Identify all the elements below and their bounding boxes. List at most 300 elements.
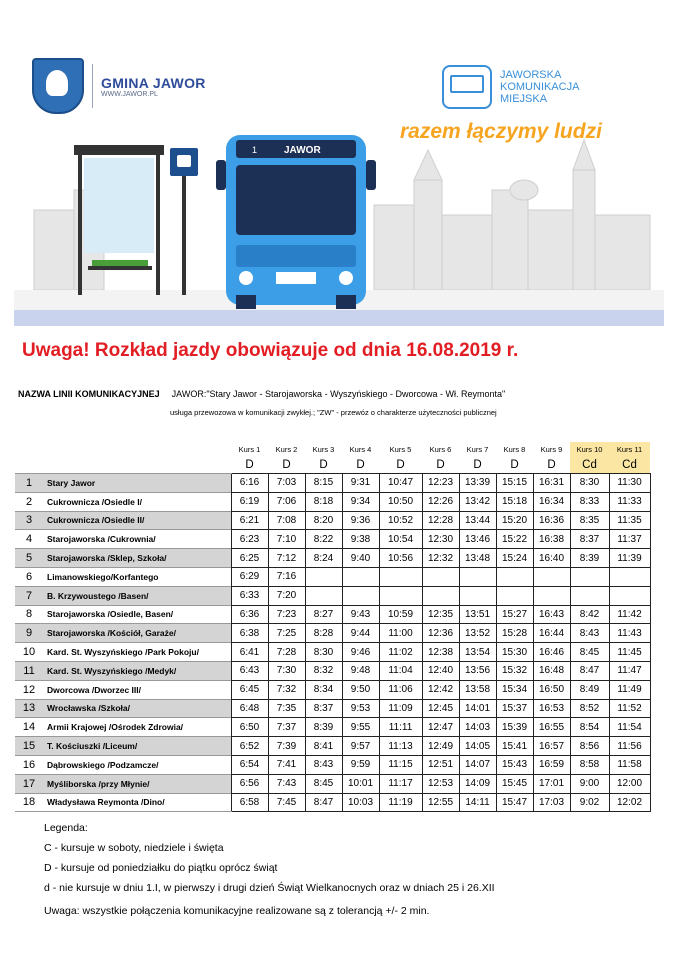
course-type: D — [245, 458, 254, 471]
departure-time — [305, 567, 342, 586]
stop-name: Cukrownicza /Osiedle II/ — [43, 511, 231, 530]
departure-time: 15:27 — [496, 605, 533, 624]
line-route: JAWOR:"Stary Jawor - Starojaworska - Wyszyńskiego - Dworcowa - Wł. Reymonta" — [171, 389, 506, 399]
header-spacer — [43, 456, 231, 474]
departure-time: 6:33 — [231, 586, 268, 605]
stop-number: 4 — [15, 530, 43, 549]
departure-time: 9:31 — [342, 474, 379, 493]
departure-time — [342, 567, 379, 586]
departure-time: 8:52 — [570, 699, 609, 718]
departure-time: 6:45 — [231, 680, 268, 699]
stop-number: 14 — [15, 718, 43, 737]
departure-time: 10:56 — [379, 549, 422, 568]
departure-time: 13:44 — [459, 511, 496, 530]
departure-time: 16:40 — [533, 549, 570, 568]
departure-time: 11:33 — [609, 492, 650, 511]
departure-time: 6:58 — [231, 793, 268, 812]
departure-time — [609, 567, 650, 586]
legend-item: d - nie kursuje w dniu 1.I, w pierwszy i drugi dzień Świąt Wielkanocnych oraz w dniach 25 i 26.XII — [44, 882, 495, 894]
course-label: Kurs 9 — [540, 444, 563, 454]
departure-time: 13:42 — [459, 492, 496, 511]
departure-time: 8:42 — [570, 605, 609, 624]
course-type: D — [396, 458, 405, 471]
stop-name: Starojaworska /Kościół, Garaże/ — [43, 624, 231, 643]
departure-time: 8:49 — [570, 680, 609, 699]
departure-time: 11:09 — [379, 699, 422, 718]
departure-time: 15:34 — [496, 680, 533, 699]
departure-time: 8:39 — [305, 718, 342, 737]
table-row — [15, 774, 650, 793]
table-row — [15, 737, 650, 756]
course-label: Kurs 10 — [570, 442, 609, 456]
stop-name: Armii Krajowej /Ośrodek Zdrowia/ — [43, 718, 231, 737]
departure-time: 7:16 — [268, 567, 305, 586]
departure-time: 6:19 — [231, 492, 268, 511]
departure-time: 9:46 — [342, 643, 379, 662]
departure-time — [496, 567, 533, 586]
bus-icon — [216, 135, 376, 309]
stop-number: 7 — [15, 586, 43, 605]
stop-number: 11 — [15, 661, 43, 680]
departure-time: 8:37 — [570, 530, 609, 549]
header-band — [14, 310, 664, 326]
departure-time: 15:28 — [496, 624, 533, 643]
departure-time — [609, 586, 650, 605]
departure-time: 14:11 — [459, 793, 496, 812]
departure-time: 11:13 — [379, 737, 422, 756]
course-label: Kurs 2 — [275, 444, 298, 454]
stop-number: 17 — [15, 774, 43, 793]
departure-time — [496, 586, 533, 605]
departure-time: 13:58 — [459, 680, 496, 699]
departure-time — [459, 586, 496, 605]
departure-time: 12:51 — [422, 755, 459, 774]
crest-icon — [32, 58, 84, 114]
departure-time: 9:57 — [342, 737, 379, 756]
departure-time: 12:30 — [422, 530, 459, 549]
legend-item: D - kursuje od poniedziałku do piątku oprócz świąt — [44, 862, 278, 874]
departure-time: 14:03 — [459, 718, 496, 737]
table-row — [15, 699, 650, 718]
gmina-name: GMINA JAWOR — [101, 74, 206, 91]
course-label: Kurs 3 — [312, 444, 335, 454]
stop-name: B. Krzywoustego /Basen/ — [43, 586, 231, 605]
departure-time: 9:38 — [342, 530, 379, 549]
departure-time: 9:36 — [342, 511, 379, 530]
departure-time: 8:35 — [570, 511, 609, 530]
departure-time — [533, 567, 570, 586]
departure-time: 15:15 — [496, 474, 533, 493]
departure-time: 12:28 — [422, 511, 459, 530]
departure-time: 7:06 — [268, 492, 305, 511]
table-row — [15, 793, 650, 812]
departure-time: 8:22 — [305, 530, 342, 549]
departure-time: 7:10 — [268, 530, 305, 549]
departure-time: 14:07 — [459, 755, 496, 774]
departure-time: 8:47 — [305, 793, 342, 812]
stop-name: Wrocławska /Szkoła/ — [43, 699, 231, 718]
departure-time: 6:21 — [231, 511, 268, 530]
departure-time — [379, 567, 422, 586]
departure-time: 9:48 — [342, 661, 379, 680]
departure-time: 15:30 — [496, 643, 533, 662]
brand-line: KOMUNIKACJA — [500, 81, 580, 93]
departure-time: 7:08 — [268, 511, 305, 530]
departure-time: 6:56 — [231, 774, 268, 793]
departure-time: 11:52 — [609, 699, 650, 718]
stop-name: Władysława Reymonta /Dino/ — [43, 793, 231, 812]
departure-time: 16:55 — [533, 718, 570, 737]
table-row — [15, 492, 650, 511]
course-type: D — [436, 458, 445, 471]
stop-number: 15 — [15, 737, 43, 756]
departure-time: 16:38 — [533, 530, 570, 549]
departure-time: 7:45 — [268, 793, 305, 812]
departure-time: 9:44 — [342, 624, 379, 643]
stop-name: Cukrownicza /Osiedle I/ — [43, 492, 231, 511]
jkm-bus-icon — [442, 65, 492, 109]
stop-name: Stary Jawor — [43, 474, 231, 493]
departure-time: 12:53 — [422, 774, 459, 793]
gmina-url: WWW.JAWOR.PL — [101, 90, 158, 98]
departure-time: 7:03 — [268, 474, 305, 493]
departure-time: 6:36 — [231, 605, 268, 624]
departure-time: 11:37 — [609, 530, 650, 549]
stop-number: 6 — [15, 567, 43, 586]
departure-time: 12:47 — [422, 718, 459, 737]
service-note: usługa przewozowa w komunikacji zwykłej.; "ZW" - przewóz o charakterze użyteczności publicznej — [170, 408, 497, 417]
table-row — [15, 511, 650, 530]
course-label: Kurs 5 — [389, 444, 412, 454]
stop-number: 1 — [15, 474, 43, 493]
departure-time: 11:19 — [379, 793, 422, 812]
table-row — [15, 474, 650, 493]
departure-time: 12:55 — [422, 793, 459, 812]
course-label: Kurs 11 — [609, 442, 650, 456]
departure-time: 15:39 — [496, 718, 533, 737]
departure-time: 10:52 — [379, 511, 422, 530]
departure-time: 8:30 — [305, 643, 342, 662]
departure-time: 9:00 — [570, 774, 609, 793]
departure-time: 6:29 — [231, 567, 268, 586]
departure-time: 12:02 — [609, 793, 650, 812]
stop-name: Kard. St. Wyszyńskiego /Park Pokoju/ — [43, 643, 231, 662]
stop-number: 2 — [15, 492, 43, 511]
stop-name: Kard. St. Wyszyńskiego /Medyk/ — [43, 661, 231, 680]
departure-time: 6:38 — [231, 624, 268, 643]
departure-time: 7:43 — [268, 774, 305, 793]
stop-number: 10 — [15, 643, 43, 662]
departure-time: 16:36 — [533, 511, 570, 530]
line-label: NAZWA LINII KOMUNIKACYJNEJ — [18, 389, 160, 399]
departure-time: 13:51 — [459, 605, 496, 624]
departure-time: 16:46 — [533, 643, 570, 662]
departure-time: 8:37 — [305, 699, 342, 718]
table-row — [15, 530, 650, 549]
table-row — [15, 586, 650, 605]
stop-number: 9 — [15, 624, 43, 643]
departure-time: 8:27 — [305, 605, 342, 624]
departure-time: 10:50 — [379, 492, 422, 511]
line-name-row — [18, 389, 505, 399]
departure-time: 6:52 — [231, 737, 268, 756]
departure-time: 14:01 — [459, 699, 496, 718]
departure-time: 8:15 — [305, 474, 342, 493]
departure-time: 11:04 — [379, 661, 422, 680]
departure-time: 10:03 — [342, 793, 379, 812]
stop-name: Dąbrowskiego /Podzamcze/ — [43, 755, 231, 774]
departure-time: 7:37 — [268, 718, 305, 737]
table-row — [15, 567, 650, 586]
departure-time: 11:56 — [609, 737, 650, 756]
departure-time: 15:32 — [496, 661, 533, 680]
departure-time: 15:47 — [496, 793, 533, 812]
departure-time: 16:44 — [533, 624, 570, 643]
departure-time: 13:52 — [459, 624, 496, 643]
departure-time: 12:45 — [422, 699, 459, 718]
departure-time: 13:54 — [459, 643, 496, 662]
jkm-brand-text — [500, 69, 579, 105]
departure-time: 8:54 — [570, 718, 609, 737]
departure-time: 8:32 — [305, 661, 342, 680]
stop-name: Dworcowa /Dworzec III/ — [43, 680, 231, 699]
departure-time: 11:43 — [609, 624, 650, 643]
course-type: D — [510, 458, 519, 471]
departure-time: 16:57 — [533, 737, 570, 756]
departure-time: 7:23 — [268, 605, 305, 624]
departure-time: 15:45 — [496, 774, 533, 793]
departure-time: 7:28 — [268, 643, 305, 662]
departure-time: 15:24 — [496, 549, 533, 568]
departure-time: 12:40 — [422, 661, 459, 680]
departure-time: 11:06 — [379, 680, 422, 699]
departure-time: 11:49 — [609, 680, 650, 699]
departure-time: 6:54 — [231, 755, 268, 774]
departure-time: 15:37 — [496, 699, 533, 718]
table-row — [15, 680, 650, 699]
departure-time — [459, 567, 496, 586]
departure-time: 16:50 — [533, 680, 570, 699]
gmina-logo — [32, 58, 206, 114]
departure-time: 8:18 — [305, 492, 342, 511]
svg-text:1: 1 — [252, 145, 258, 155]
page-title: Uwaga! Rozkład jazdy obowiązuje od dnia 16.08.2019 r. — [22, 340, 519, 361]
tolerance-note: Uwaga: wszystkie połączenia komunikacyjne realizowane są z tolerancją +/- 2 min. — [44, 905, 430, 917]
departure-time: 9:40 — [342, 549, 379, 568]
stop-number: 12 — [15, 680, 43, 699]
course-type: D — [547, 458, 556, 471]
departure-time: 7:39 — [268, 737, 305, 756]
table-row — [15, 755, 650, 774]
departure-time: 13:56 — [459, 661, 496, 680]
departure-time: 7:30 — [268, 661, 305, 680]
stop-name: Starojaworska /Osiedle, Basen/ — [43, 605, 231, 624]
brand-line: MIEJSKA — [500, 93, 548, 105]
departure-time: 8:20 — [305, 511, 342, 530]
departure-time: 11:11 — [379, 718, 422, 737]
stop-name: Starojaworska /Cukrownia/ — [43, 530, 231, 549]
stop-name: T. Kościuszki /Liceum/ — [43, 737, 231, 756]
departure-time: 10:47 — [379, 474, 422, 493]
departure-time — [570, 567, 609, 586]
course-type: D — [356, 458, 365, 471]
departure-time: 13:46 — [459, 530, 496, 549]
course-label: Kurs 6 — [429, 444, 452, 454]
course-label: Kurs 4 — [349, 444, 372, 454]
table-row — [15, 605, 650, 624]
departure-time: 8:43 — [305, 755, 342, 774]
departure-time: 8:43 — [570, 624, 609, 643]
departure-time — [570, 586, 609, 605]
departure-time: 14:09 — [459, 774, 496, 793]
course-type: D — [319, 458, 328, 471]
departure-time: 16:53 — [533, 699, 570, 718]
departure-time: 9:02 — [570, 793, 609, 812]
departure-time: 17:01 — [533, 774, 570, 793]
table-row — [15, 661, 650, 680]
departure-time: 16:43 — [533, 605, 570, 624]
departure-time: 12:32 — [422, 549, 459, 568]
departure-time — [422, 567, 459, 586]
departure-time: 8:56 — [570, 737, 609, 756]
departure-time — [342, 586, 379, 605]
departure-time: 9:43 — [342, 605, 379, 624]
departure-time: 8:28 — [305, 624, 342, 643]
stop-name: Starojaworska /Sklep, Szkoła/ — [43, 549, 231, 568]
departure-time: 8:24 — [305, 549, 342, 568]
course-type: Cd — [570, 456, 609, 474]
departure-time: 16:34 — [533, 492, 570, 511]
departure-time: 9:53 — [342, 699, 379, 718]
departure-time: 11:00 — [379, 624, 422, 643]
departure-time: 10:01 — [342, 774, 379, 793]
departure-time: 11:58 — [609, 755, 650, 774]
course-label: Kurs 8 — [503, 444, 526, 454]
departure-time: 9:59 — [342, 755, 379, 774]
table-row — [15, 624, 650, 643]
departure-time: 8:41 — [305, 737, 342, 756]
table-row — [15, 549, 650, 568]
table-row — [15, 643, 650, 662]
departure-time: 7:32 — [268, 680, 305, 699]
departure-time: 11:54 — [609, 718, 650, 737]
header-spacer — [15, 456, 43, 474]
header-spacer — [43, 442, 231, 456]
logo-divider — [92, 64, 93, 108]
departure-time: 7:41 — [268, 755, 305, 774]
departure-time: 12:42 — [422, 680, 459, 699]
departure-time: 15:43 — [496, 755, 533, 774]
departure-time — [422, 586, 459, 605]
stop-number: 3 — [15, 511, 43, 530]
legend-item: C - kursuje w soboty, niedziele i święta — [44, 842, 224, 854]
departure-time: 7:35 — [268, 699, 305, 718]
departure-time: 12:00 — [609, 774, 650, 793]
departure-time: 6:41 — [231, 643, 268, 662]
departure-time: 8:30 — [570, 474, 609, 493]
course-type: D — [473, 458, 482, 471]
tagline: razem łączymy ludzi — [400, 120, 602, 143]
stop-number: 5 — [15, 549, 43, 568]
departure-time: 8:34 — [305, 680, 342, 699]
departure-time: 6:25 — [231, 549, 268, 568]
departure-time: 16:59 — [533, 755, 570, 774]
departure-time: 12:35 — [422, 605, 459, 624]
departure-time: 12:36 — [422, 624, 459, 643]
departure-time: 8:45 — [570, 643, 609, 662]
departure-time: 6:23 — [231, 530, 268, 549]
departure-time: 11:17 — [379, 774, 422, 793]
departure-time: 6:48 — [231, 699, 268, 718]
departure-time — [305, 586, 342, 605]
departure-time: 12:38 — [422, 643, 459, 662]
departure-time: 15:41 — [496, 737, 533, 756]
departure-time: 15:20 — [496, 511, 533, 530]
departure-time: 15:18 — [496, 492, 533, 511]
departure-time: 9:55 — [342, 718, 379, 737]
brand-line: JAWORSKA — [500, 69, 562, 81]
departure-time: 12:23 — [422, 474, 459, 493]
departure-time: 11:15 — [379, 755, 422, 774]
departure-time: 16:48 — [533, 661, 570, 680]
departure-time: 11:45 — [609, 643, 650, 662]
jkm-brand — [442, 65, 579, 109]
stop-number: 13 — [15, 699, 43, 718]
departure-time: 8:39 — [570, 549, 609, 568]
legend-title: Legenda: — [44, 822, 88, 834]
departure-time: 8:58 — [570, 755, 609, 774]
stop-number: 18 — [15, 793, 43, 812]
departure-time: 11:47 — [609, 661, 650, 680]
departure-time: 7:12 — [268, 549, 305, 568]
departure-time: 14:05 — [459, 737, 496, 756]
departure-time: 11:02 — [379, 643, 422, 662]
stop-name: Myśliborska /przy Młynie/ — [43, 774, 231, 793]
departure-time: 15:22 — [496, 530, 533, 549]
departure-time: 6:16 — [231, 474, 268, 493]
departure-time: 13:39 — [459, 474, 496, 493]
departure-time: 6:43 — [231, 661, 268, 680]
departure-time: 8:33 — [570, 492, 609, 511]
course-label: Kurs 7 — [466, 444, 489, 454]
departure-time — [379, 586, 422, 605]
departure-time: 16:31 — [533, 474, 570, 493]
departure-time: 12:49 — [422, 737, 459, 756]
timetable — [15, 442, 651, 812]
departure-time: 7:25 — [268, 624, 305, 643]
departure-time: 13:48 — [459, 549, 496, 568]
departure-time: 8:45 — [305, 774, 342, 793]
departure-time: 10:59 — [379, 605, 422, 624]
course-type: Cd — [609, 456, 650, 474]
departure-time: 11:35 — [609, 511, 650, 530]
table-row — [15, 718, 650, 737]
header-spacer — [15, 442, 43, 456]
legend — [44, 818, 495, 898]
departure-time: 10:54 — [379, 530, 422, 549]
departure-time: 8:47 — [570, 661, 609, 680]
departure-time: 9:50 — [342, 680, 379, 699]
departure-time: 12:26 — [422, 492, 459, 511]
course-type: D — [282, 458, 291, 471]
stop-number: 16 — [15, 755, 43, 774]
departure-time: 9:34 — [342, 492, 379, 511]
departure-time: 6:50 — [231, 718, 268, 737]
stop-number: 8 — [15, 605, 43, 624]
departure-time: 7:20 — [268, 586, 305, 605]
stop-name: Limanowskiego/Korfantego — [43, 567, 231, 586]
departure-time: 11:42 — [609, 605, 650, 624]
